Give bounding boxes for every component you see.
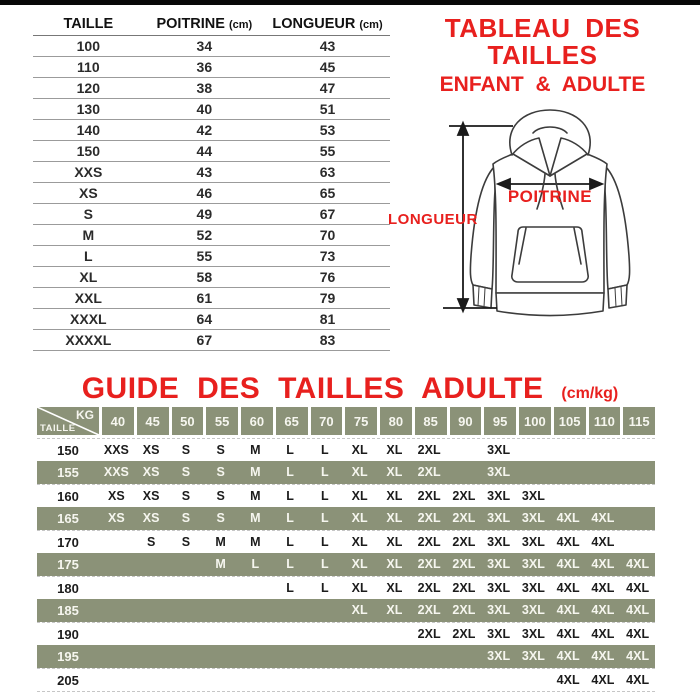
size-table-cell: 70 (265, 224, 390, 245)
size-table-cell: 73 (265, 245, 390, 266)
size-table-header-cell: TAILLE (33, 14, 144, 35)
size-table-cell: L (33, 245, 144, 266)
height-label: 150 (57, 442, 79, 458)
guide-size-cell: S (216, 442, 225, 457)
guide-size-cell: XL (351, 465, 368, 480)
guide-size-cell: XL (386, 511, 403, 526)
guide-size-cell: L (251, 557, 260, 572)
guide-size-cell: XL (351, 442, 368, 457)
guide-size-cell: 4XL (591, 603, 615, 618)
size-table-cell: 43 (265, 35, 390, 56)
height-label: 205 (57, 672, 79, 688)
guide-size-cell: XL (386, 557, 403, 572)
size-table-cell: 67 (265, 203, 390, 224)
size-table-cell: M (33, 224, 144, 245)
guide-size-cell: 2XL (452, 557, 476, 572)
weight-header-cell: 40 (99, 407, 134, 435)
guide-row (37, 484, 655, 507)
weight-header-cell: 95 (481, 407, 516, 435)
guide-size-cell: XL (351, 488, 368, 503)
height-label: 185 (57, 603, 79, 618)
guide-size-cell: L (321, 557, 329, 572)
size-table-cell: 61 (144, 287, 265, 308)
size-table-cell: 150 (33, 140, 144, 161)
guide-size-cell: 4XL (591, 557, 615, 572)
guide-size-cell: 3XL (487, 626, 511, 641)
guide-size-cell: 2XL (452, 580, 476, 595)
guide-size-cell: 3XL (521, 511, 545, 526)
weight-header-cell: 45 (134, 407, 169, 435)
guide-size-cell: M (250, 534, 261, 549)
height-label: 155 (57, 465, 79, 480)
size-table-cell: XXL (33, 287, 144, 308)
guide-row (37, 507, 655, 530)
guide-size-cell: L (321, 488, 329, 503)
weight-header-cell: 105 (551, 407, 586, 435)
main-title (390, 15, 695, 97)
top-black-bar (0, 0, 700, 5)
main-title-line1: TABLEAU DES TAILLES (444, 13, 641, 71)
size-table-cell: 47 (265, 77, 390, 98)
size-table-row (33, 77, 390, 98)
adult-guide-title-unit: (cm/kg) (561, 385, 619, 402)
guide-size-cell: S (216, 511, 225, 526)
guide-size-cell: 2XL (417, 442, 441, 457)
size-table-cell: 38 (144, 77, 265, 98)
guide-row (37, 622, 655, 645)
guide-size-cell: L (321, 442, 329, 457)
guide-row (37, 576, 655, 599)
guide-size-cell: 4XL (626, 626, 650, 641)
guide-size-cell: 2XL (417, 603, 441, 618)
guide-size-cell: 3XL (487, 603, 511, 618)
guide-size-cell: 4XL (626, 672, 650, 687)
guide-size-cell: 3XL (521, 488, 545, 503)
guide-size-cell: XL (386, 534, 403, 549)
guide-size-cell: 3XL (521, 557, 545, 572)
guide-row (37, 645, 655, 668)
height-label: 195 (57, 649, 79, 664)
guide-size-cell: 4XL (556, 511, 580, 526)
guide-size-cell: 3XL (521, 603, 545, 618)
size-table-cell: 63 (265, 161, 390, 182)
guide-row (37, 438, 655, 461)
adult-guide-title (0, 372, 700, 406)
child-adult-size-table (33, 14, 390, 351)
guide-size-cell: S (181, 511, 191, 526)
weight-header-cell: 80 (377, 407, 412, 435)
guide-size-cell: L (321, 534, 329, 549)
size-table-row (33, 98, 390, 119)
guide-size-cell: S (181, 465, 191, 480)
weight-header-cell: 55 (203, 407, 238, 435)
guide-size-cell: 3XL (521, 626, 545, 641)
size-table-cell: 120 (33, 77, 144, 98)
guide-size-cell: 4XL (591, 511, 615, 526)
size-table-row (33, 119, 390, 140)
guide-size-cell: XS (142, 465, 160, 480)
guide-size-cell: 3XL (487, 534, 511, 549)
height-label: 180 (57, 580, 79, 596)
size-table-cell: XXXL (33, 308, 144, 329)
guide-size-cell: L (286, 534, 294, 549)
size-table-cell: 34 (144, 35, 265, 56)
guide-size-cell: S (181, 534, 191, 549)
height-label: 160 (57, 488, 79, 504)
guide-size-cell: XL (351, 603, 368, 618)
size-table-row (33, 329, 390, 350)
guide-size-cell: 3XL (521, 580, 545, 595)
guide-size-cell: 3XL (521, 534, 545, 549)
size-table-cell: 42 (144, 119, 265, 140)
guide-size-cell: M (250, 488, 261, 503)
size-table-row (33, 266, 390, 287)
size-table-row (33, 308, 390, 329)
guide-size-cell: XL (386, 465, 403, 480)
guide-size-cell: 4XL (556, 626, 580, 641)
guide-size-cell: M (215, 557, 226, 572)
guide-size-cell: 4XL (556, 649, 580, 664)
weight-header-cell: 100 (516, 407, 551, 435)
guide-size-cell: 4XL (556, 534, 580, 549)
size-table-cell: 44 (144, 140, 265, 161)
size-table-row (33, 56, 390, 77)
guide-row (37, 461, 655, 484)
weight-header-cell: 85 (412, 407, 447, 435)
guide-size-cell: 4XL (556, 557, 580, 572)
main-title-line2: ENFANT & ADULTE (439, 72, 646, 96)
size-table-cell: 83 (265, 329, 390, 350)
guide-size-cell: S (146, 534, 156, 549)
guide-size-cell: 3XL (487, 442, 511, 457)
guide-size-cell: M (215, 534, 226, 549)
size-table-header-cell: POITRINE (cm) (144, 14, 265, 35)
guide-size-cell: 2XL (417, 488, 441, 503)
guide-row (37, 530, 655, 553)
chest-label: POITRINE (507, 187, 593, 206)
size-table-cell: 81 (265, 308, 390, 329)
guide-size-cell: 2XL (417, 626, 441, 641)
guide-row (37, 599, 655, 622)
size-table-cell: XL (33, 266, 144, 287)
size-table-header-cell: LONGUEUR (cm) (265, 14, 390, 35)
guide-size-cell: XL (351, 580, 368, 595)
weight-header-cell: 115 (620, 407, 655, 435)
size-table-cell: 67 (144, 329, 265, 350)
guide-size-cell: L (286, 580, 294, 595)
guide-size-cell: XXS (103, 465, 129, 480)
guide-size-cell: 2XL (417, 534, 441, 549)
guide-size-cell: 4XL (626, 557, 650, 572)
size-table-cell: 51 (265, 98, 390, 119)
guide-size-cell: 4XL (556, 580, 580, 595)
height-label: 165 (57, 511, 79, 526)
size-table-cell: 65 (265, 182, 390, 203)
weight-header-cell: 65 (273, 407, 308, 435)
guide-size-cell: 4XL (591, 534, 615, 549)
guide-size-cell: XS (142, 511, 160, 526)
size-table-row (33, 161, 390, 182)
size-table-cell: 36 (144, 56, 265, 77)
size-table-cell: 52 (144, 224, 265, 245)
guide-size-cell: S (181, 442, 191, 457)
guide-size-cell: M (250, 511, 261, 526)
size-table-row (33, 287, 390, 308)
size-table-cell: 64 (144, 308, 265, 329)
weight-header-cell: 60 (238, 407, 273, 435)
size-table-cell: 49 (144, 203, 265, 224)
guide-size-cell: 3XL (521, 649, 545, 664)
guide-size-cell: 2XL (452, 534, 476, 549)
guide-size-cell: XL (386, 603, 403, 618)
guide-size-cell: 2XL (417, 580, 441, 595)
height-label: 175 (57, 557, 79, 572)
guide-size-cell: L (321, 580, 329, 595)
size-table-cell: 45 (265, 56, 390, 77)
guide-size-cell: 3XL (487, 511, 511, 526)
size-table-cell: 55 (144, 245, 265, 266)
guide-size-cell: M (250, 442, 261, 457)
weight-header-cell: 110 (586, 407, 621, 435)
guide-size-cell: 3XL (487, 557, 511, 572)
size-table-cell: XS (33, 182, 144, 203)
guide-size-cell: L (286, 465, 294, 480)
guide-header-row (37, 407, 655, 435)
guide-size-cell: XL (351, 534, 368, 549)
size-table-cell: 100 (33, 35, 144, 56)
guide-size-cell: 2XL (417, 511, 441, 526)
guide-row (37, 668, 655, 691)
size-table-cell: 53 (265, 119, 390, 140)
guide-size-cell: 4XL (591, 649, 615, 664)
guide-size-cell: 4XL (591, 626, 615, 641)
corner-header-cell (37, 407, 99, 435)
size-table-row (33, 245, 390, 266)
size-table-row (33, 182, 390, 203)
guide-size-cell: 2XL (452, 626, 476, 641)
guide-size-cell: XS (142, 488, 160, 503)
hoodie-illustration (385, 96, 695, 336)
height-label: 190 (57, 626, 79, 642)
guide-size-cell: 4XL (626, 603, 650, 618)
size-table-cell: S (33, 203, 144, 224)
corner-taille-label: TAILLE (40, 423, 76, 434)
size-table-cell: 140 (33, 119, 144, 140)
guide-size-cell: 4XL (591, 580, 615, 595)
guide-size-cell: 2XL (452, 603, 476, 618)
size-table-row (33, 224, 390, 245)
guide-size-cell: 4XL (626, 580, 650, 595)
guide-size-cell: S (216, 465, 225, 480)
guide-size-cell: XL (386, 488, 403, 503)
size-table-cell: 55 (265, 140, 390, 161)
size-table-cell: XXS (33, 161, 144, 182)
hoodie-measurement-diagram (385, 96, 695, 336)
size-table-header-row (33, 14, 390, 35)
guide-size-cell: XL (386, 580, 403, 595)
guide-size-cell: XL (351, 511, 368, 526)
guide-size-cell: L (286, 488, 294, 503)
guide-size-cell: 2XL (417, 465, 441, 480)
size-table-cell: 40 (144, 98, 265, 119)
guide-size-cell: L (286, 511, 294, 526)
guide-size-cell: XL (351, 557, 368, 572)
weight-header-cell: 50 (169, 407, 204, 435)
guide-size-cell: 2XL (417, 557, 441, 572)
guide-size-cell: 3XL (487, 580, 511, 595)
guide-size-cell: XS (108, 511, 125, 526)
adult-guide-table (37, 407, 655, 692)
guide-size-cell: L (321, 511, 329, 526)
guide-size-cell: 4XL (556, 603, 580, 618)
height-label: 170 (57, 534, 79, 550)
weight-header-cell: 70 (308, 407, 343, 435)
guide-size-cell: XS (108, 488, 125, 503)
adult-guide-title-text: GUIDE DES TAILLES ADULTE (81, 372, 544, 405)
guide-size-cell: XS (142, 442, 160, 457)
size-table-row (33, 35, 390, 56)
guide-size-cell: 2XL (452, 488, 476, 503)
size-table-cell: 79 (265, 287, 390, 308)
weight-header-cell: 90 (447, 407, 482, 435)
length-label: LONGUEUR (388, 211, 478, 228)
size-table-cell: 58 (144, 266, 265, 287)
size-table-cell: 110 (33, 56, 144, 77)
size-table-cell: 130 (33, 98, 144, 119)
guide-size-cell: S (181, 488, 191, 503)
size-table-row (33, 140, 390, 161)
size-table-cell: 43 (144, 161, 265, 182)
guide-size-cell: S (216, 488, 225, 503)
guide-size-cell: 4XL (591, 672, 615, 687)
guide-size-cell: 3XL (487, 488, 511, 503)
guide-size-cell: 3XL (487, 649, 511, 664)
size-table-cell: 76 (265, 266, 390, 287)
guide-size-cell: M (250, 465, 261, 480)
size-table-row (33, 203, 390, 224)
guide-row (37, 553, 655, 576)
guide-size-cell: 2XL (452, 511, 476, 526)
guide-size-cell: L (286, 442, 294, 457)
guide-size-cell: XXS (103, 442, 129, 457)
weight-header-cell: 75 (342, 407, 377, 435)
size-table-cell: XXXXL (33, 329, 144, 350)
guide-size-cell: 3XL (487, 465, 511, 480)
guide-size-cell: 4XL (556, 672, 580, 687)
guide-size-cell: 4XL (626, 649, 650, 664)
guide-table-body (37, 438, 655, 691)
size-table-cell: 46 (144, 182, 265, 203)
corner-kg-label: KG (76, 408, 94, 422)
guide-size-cell: L (321, 465, 329, 480)
hoodie-outline (470, 110, 629, 316)
guide-size-cell: XL (386, 442, 403, 457)
guide-size-cell: L (286, 557, 294, 572)
